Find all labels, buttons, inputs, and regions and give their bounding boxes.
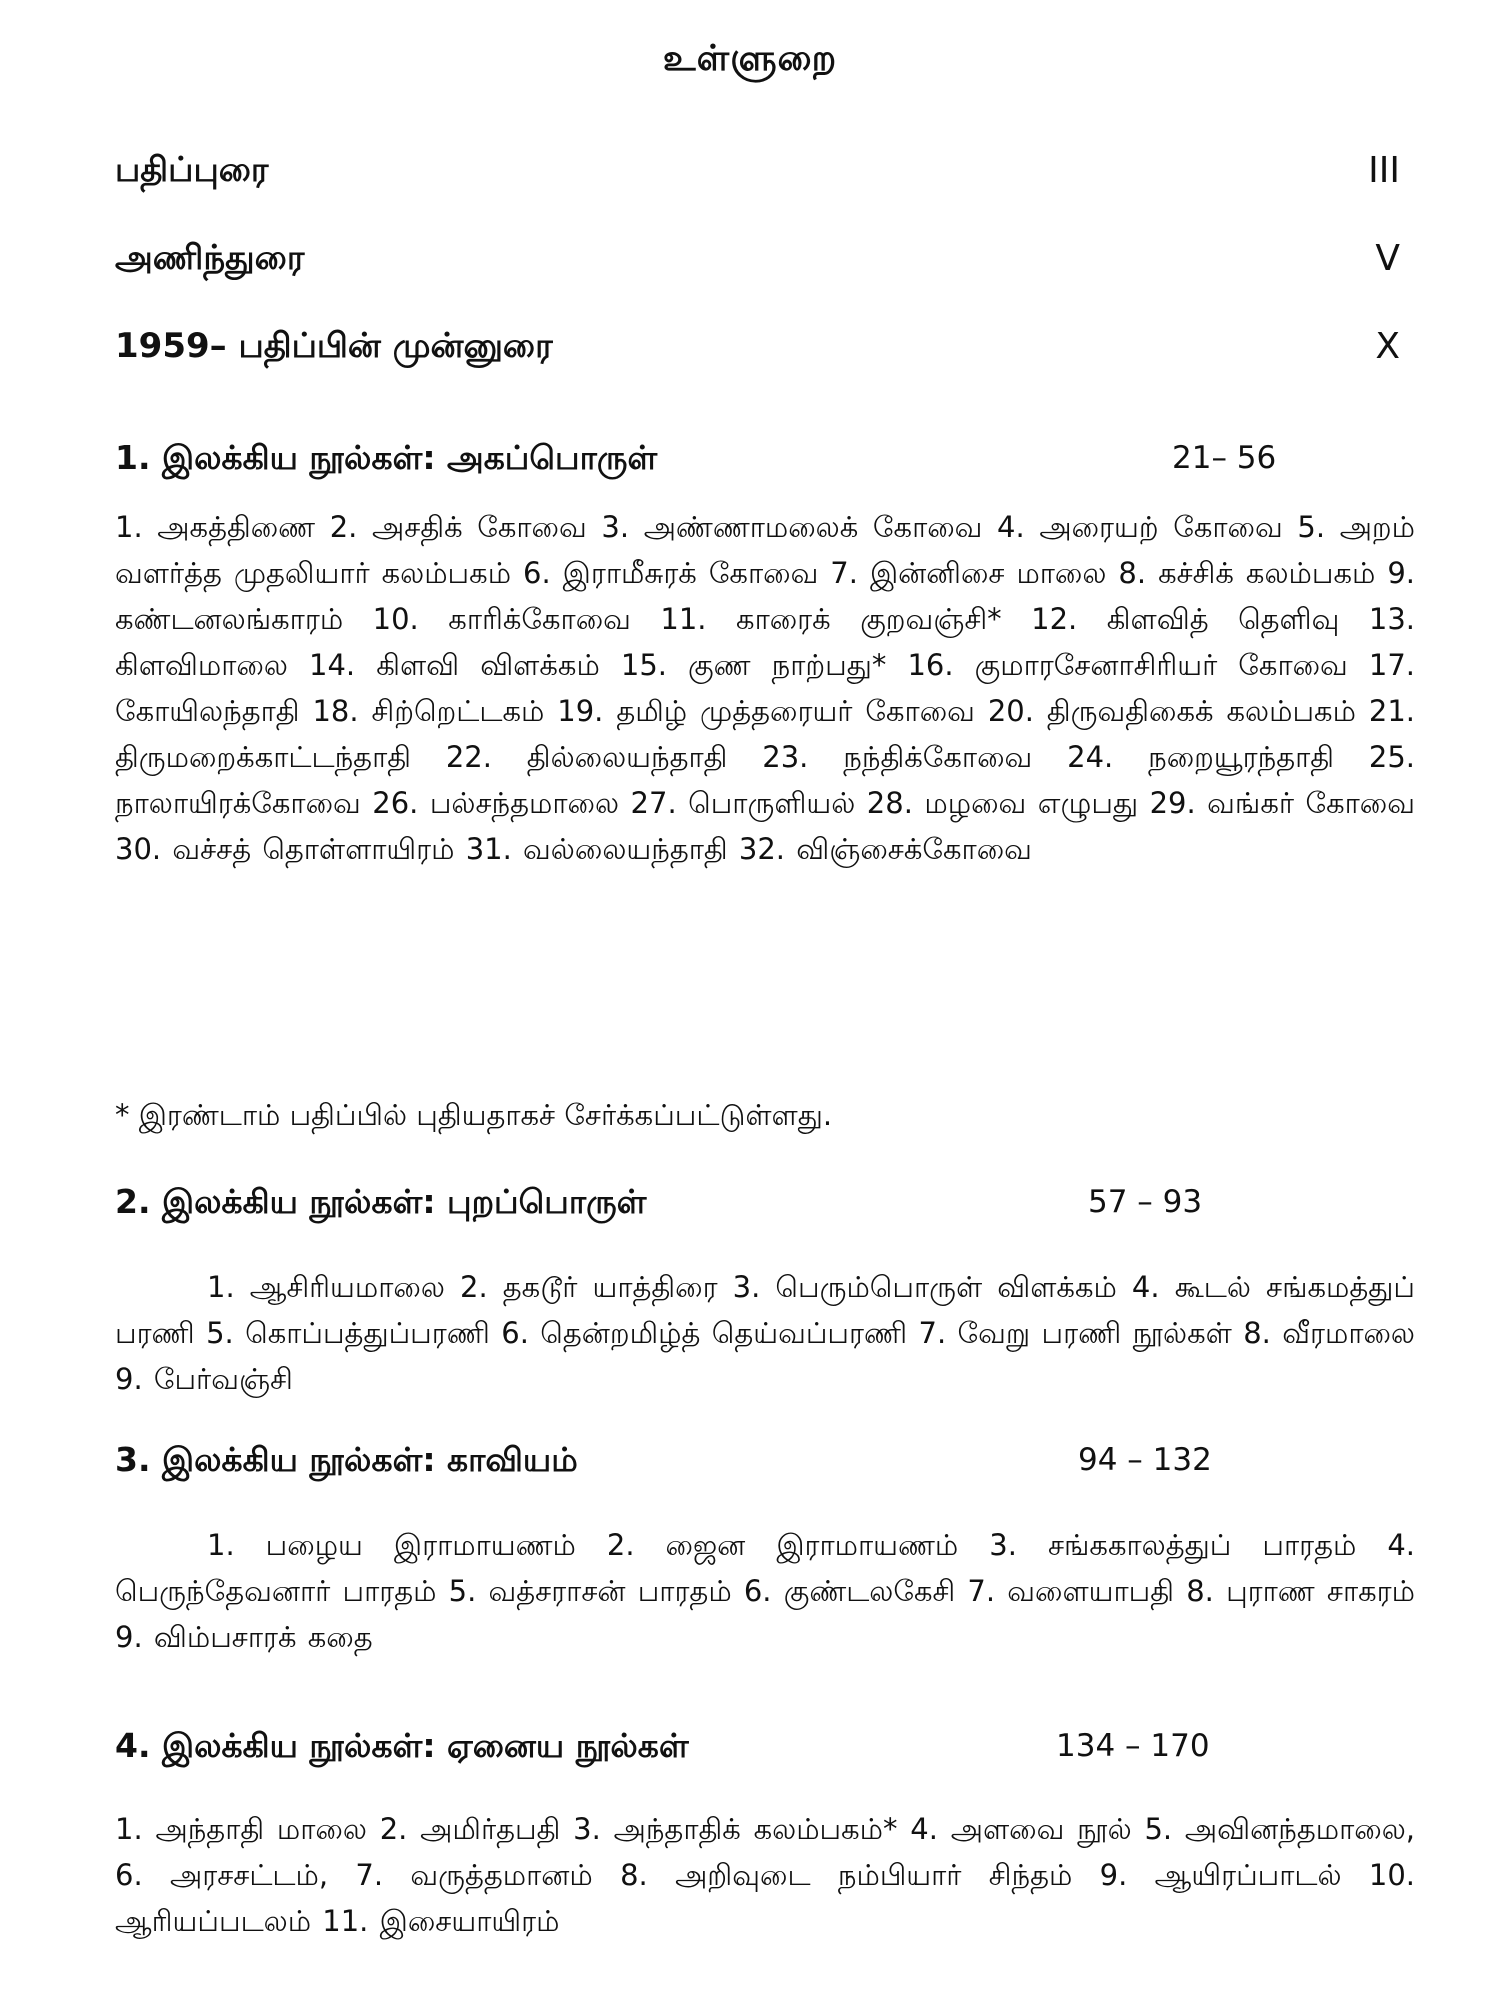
section-heading-1: 1. இலக்கிய நூல்கள்: அகப்பொருள்	[115, 438, 658, 477]
section-heading-3: 3. இலக்கிய நூல்கள்: காவியம்	[115, 1440, 578, 1479]
section-text-1: 1. அகத்திணை 2. அசதிக் கோவை 3. அண்ணாமலைக் கோவை 4. அரையற் கோவை 5. அறம் வளர்த்த முதலியார் கலம்பகம் 6. இராமீசுரக் கோவை 7. இன்னிசை மாலை 8. கச்சிக் கலம்பகம் 9. கண்டனலங்காரம் 10. காரிக்கோவை 11. காரைக் குறவஞ்சி* 12. கிளவித் தெளிவு 13. கிளவிமாலை 14. கிளவி விளக்கம் 15. குண நாற்பது* 16. குமாரசேனாசிரியர் கோவை 17. கோயிலந்தாதி 18. சிற்றெட்டகம் 19. தமிழ் முத்தரையர் கோவை 20. திருவதிகைக் கலம்பகம் 21. திருமறைக்காட்டந்தாதி 22. தில்லையந்தாதி 23. நந்திக்கோவை 24. நறையூரந்தாதி 25. நாலாயிரக்கோவை 26. பல்சந்தமாலை 27. பொருளியல் 28. மழவை எழுபது 29. வங்கர் கோவை 30. வச்சத் தொள்ளாயிரம் 31. வல்லையந்தாதி 32. விஞ்சைக்கோவை	[115, 510, 1415, 866]
section-text-4: 1. அந்தாதி மாலை 2. அமிர்தபதி 3. அந்தாதிக் கலம்பகம்* 4. அளவை நூல் 5. அவினந்தமாலை, 6. அரசசட்டம், 7. வருத்தமானம் 8. அறிவுடை நம்பியார் சிந்தம் 9. ஆயிரப்பாடல் 10. ஆரியப்படலம் 11. இசையாயிரம்	[115, 1812, 1415, 1938]
front-matter-page: X	[1375, 326, 1400, 367]
section-range-1: 21– 56	[1172, 440, 1277, 476]
section-range-4: 134 – 170	[1056, 1728, 1210, 1764]
front-matter-label: 1959– பதிப்பின் முன்னுரை	[115, 326, 553, 366]
page-title: உள்ளுறை	[662, 38, 838, 79]
section-note-1: * இரண்டாம் பதிப்பில் புதியதாகச் சேர்க்கப்பட்டுள்ளது.	[115, 1098, 833, 1132]
section-text-2: 1. ஆசிரியமாலை 2. தகடூர் யாத்திரை 3. பெரும்பொருள் விளக்கம் 4. கூடல் சங்கமத்துப் பரணி 5. கொப்பத்துப்பரணி 6. தென்றமிழ்த் தெய்வப்பரணி 7. வேறு பரணி நூல்கள் 8. வீரமாலை 9. பேர்வஞ்சி	[115, 1270, 1415, 1396]
front-matter-label: பதிப்புரை	[115, 150, 269, 190]
front-matter-page: III	[1368, 150, 1400, 191]
section-range-2: 57 – 93	[1088, 1184, 1203, 1220]
section-text-3: 1. பழைய இராமாயணம் 2. ஜைன இராமாயணம் 3. சங்ககாலத்துப் பாரதம் 4. பெருந்தேவனார் பாரதம் 5. வத்சராசன் பாரதம் 6. குண்டலகேசி 7. வளையாபதி 8. புராண சாகரம் 9. விம்பசாரக் கதை	[115, 1528, 1415, 1654]
front-matter-page: V	[1375, 238, 1400, 279]
front-matter-label: அணிந்துரை	[115, 238, 305, 278]
section-range-3: 94 – 132	[1078, 1442, 1212, 1478]
section-heading-2: 2. இலக்கிய நூல்கள்: புறப்பொருள்	[115, 1182, 647, 1221]
section-heading-4: 4. இலக்கிய நூல்கள்: ஏனைய நூல்கள்	[115, 1726, 689, 1765]
